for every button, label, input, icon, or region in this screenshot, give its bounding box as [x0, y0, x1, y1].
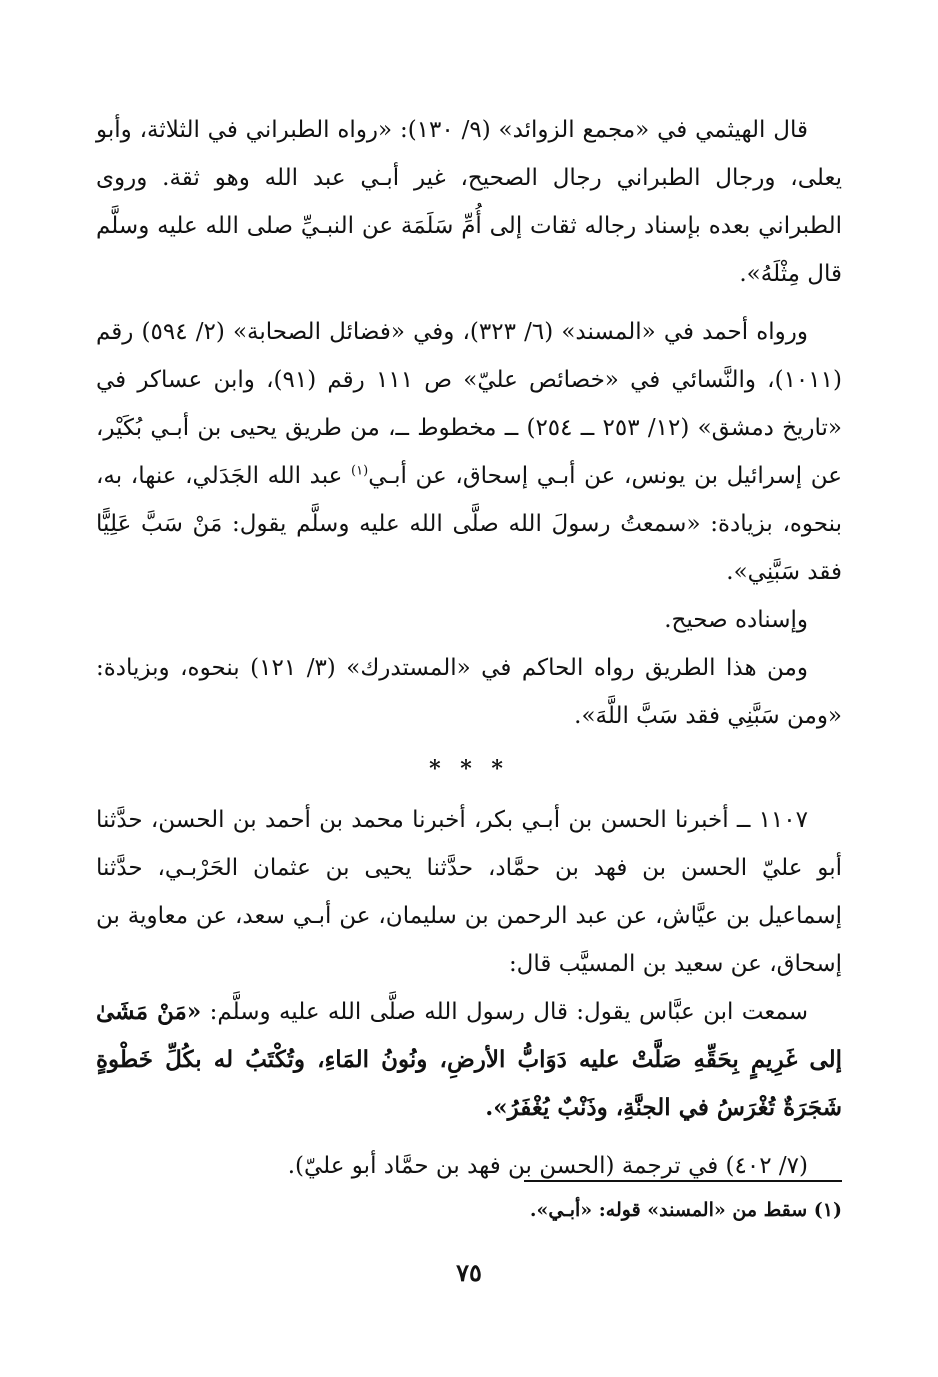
footnote-divider	[524, 1180, 842, 1182]
hadith-matn-intro: سمعت ابن عبَّاس يقول: قال رسول الله صلَّى الله عليه وسلَّم:	[209, 999, 808, 1025]
paragraph-hakim: ومن هذا الطريق رواه الحاكم في «المستدرك» (٣/ ١٢١) بنحوه، وبزيادة: «ومن سَبَّنِي فقد سَبَّ اللَّهَ».	[96, 655, 842, 729]
hadith-reference: (٧/ ٤٠٢) في ترجمة (الحسن بن فهد بن حمَّاد أبو عليّ).	[287, 1153, 808, 1179]
paragraph-ahmad-text-a: ورواه أحمد في «المسند» (٦/ ٣٢٣)، وفي «فضائل الصحابة» (٢/ ٥٩٤) رقم (١٠١١)، والنَّسائي في «خصائص عليّ» ص ١١١ رقم (٩١)، وابن عساكر في «تاريخ دمشق» (١٢/ ٢٥٣ ــ ٢٥٤) ــ مخطوط ــ، من طريق يحيى بن أبـي بُكَيْر، عن إسرائيل بن يونس، عن أبـي إسحاق، عن أبـي	[96, 319, 842, 489]
footnote-1: (١) سقط من «المسند» قوله: «أبـي».	[529, 1199, 842, 1221]
paragraph-haythami: قال الهيثمي في «مجمع الزوائد» (٩/ ١٣٠): «رواه الطبراني في الثلاثة، وأبو يعلى، ورجال الطبراني رجال الصحيح، غير أبـي عبد الله وهو ثقة. وروى الطبراني بعده بإسناد رجاله ثقات إلى أُمِّ سَلَمَة عن النبـيِّ صلى الله عليه وسلَّم قال مِثْلَهُ».	[96, 117, 842, 287]
hadith-matn-text: «مَنْ مَشَىٰ إلى غَرِيمٍ بِحَقِّهِ صَلَّتْ عليه دَوَابُّ الأرضِ، ونُونُ المَاءِ، وتُكْتَبُ له بكُلِّ خَطْوةٍ شَجَرَةٌ تُغْرَسُ في الجنَّةِ، وذَنْبٌ يُغْفَرُ».	[96, 998, 842, 1121]
footnote-marker: (١)	[351, 463, 369, 479]
hadith-1107-matn	[96, 988, 842, 1132]
paragraph-ahmad-narration	[96, 308, 842, 596]
paragraph-isnad-sahih: وإسناده صحيح.	[664, 607, 808, 633]
page-number: ٧٥	[456, 1258, 482, 1287]
page-body	[96, 106, 842, 1190]
paragraph-ahmad-text-b: عبد الله الجَدَلي، عنها، به، بنحوه، بزيادة: «سمعتُ رسولَ الله صلَّى الله عليه وسلَّم يقول: مَنْ سَبَّ عَلِيًّا فقد سَبَّنِي».	[96, 463, 842, 585]
hadith-1107-isnad: ١١٠٧ ــ أخبرنا الحسن بن أبـي بكر، أخبرنا محمد بن أحمد بن الحسن، حدَّثنا أبو عليّ الحسن بن فهد بن حمَّاد، حدَّثنا يحيى بن عثمان الحَرْبـي، حدَّثنا إسماعيل بن عيَّاش، عن عبد الرحمن بن سليمان، عن أبـي سعد، عن معاوية بن إسحاق، عن سعيد بن المسيَّب قال:	[96, 807, 842, 977]
section-separator: * * *	[429, 756, 509, 782]
